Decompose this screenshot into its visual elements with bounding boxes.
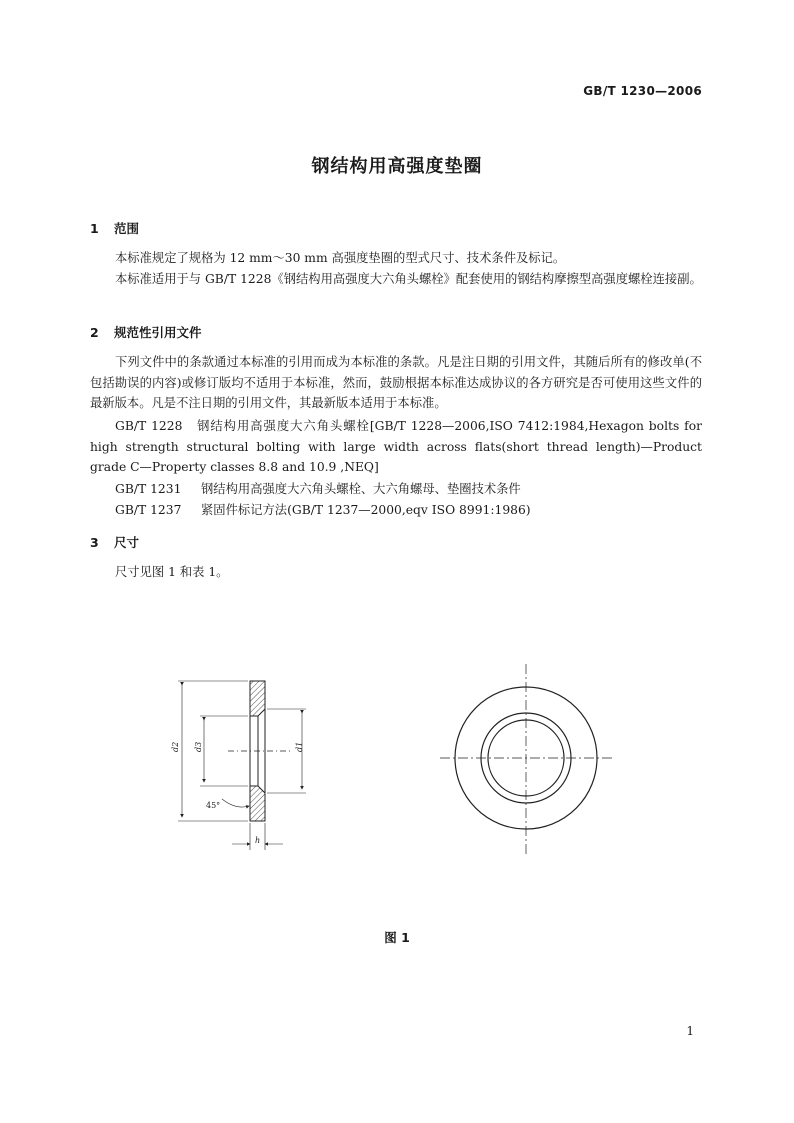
section-1-paragraph-2: 本标准适用于与 GB/T 1228《钢结构用高强度大六角头螺栓》配套使用的钢结构摩擦型高强度螺栓连接副。 xyxy=(115,272,702,286)
washer-drawing xyxy=(0,640,794,880)
h-label: h xyxy=(255,836,261,845)
document-title: 钢结构用高强度垫圈 xyxy=(311,156,483,177)
section-2-heading xyxy=(90,323,202,341)
standard-code: GB/T 1230—2006 xyxy=(583,84,702,98)
page-number: 1 xyxy=(686,1024,694,1038)
reference-gbt-1231 xyxy=(115,479,521,500)
section-3-number: 3 xyxy=(90,535,99,550)
reference-code: GB/T 1228 xyxy=(115,419,183,433)
section-1-paragraph-1: 本标准规定了规格为 12 mm～30 mm 高强度垫圈的型式尺寸、技术条件及标记。 xyxy=(115,251,566,265)
figure-caption: 图 1 xyxy=(384,930,410,945)
reference-gbt-1228 xyxy=(90,416,702,478)
top-section-hatch xyxy=(250,681,265,716)
d3-label: d3 xyxy=(194,741,203,752)
section-1-number: 1 xyxy=(90,221,99,236)
section-3-heading xyxy=(90,533,139,551)
angle-label: 45° xyxy=(206,801,221,810)
section-2-paragraph-1: 下列文件中的条款通过本标准的引用而成为本标准的条款。凡是注日期的引用文件，其随后所有的修改单(不包括勘误的内容)或修订版均不适用于本标准，然而，鼓励根据本标准达成协议的各方研究是否可使用这些文件的最新版本。凡是不注日期的引用文件，其最新版本适用于本标准。 xyxy=(90,355,702,410)
washer-side-section xyxy=(178,681,306,850)
reference-code: GB/T 1231 xyxy=(115,482,182,496)
reference-text: 钢结构用高强度大六角头螺栓、大六角螺母、垫圈技术条件 xyxy=(201,482,521,496)
section-2-number: 2 xyxy=(90,325,99,340)
section-1-title: 范围 xyxy=(114,221,140,236)
bottom-section-hatch xyxy=(250,786,265,821)
reference-text: 钢结构用高强度大六角头螺栓[GB/T 1228—2006,ISO 7412:1984,Hexagon bolts for high strength structural bolting with large width across flats(short thread length)—Product grade C—Property classes 8.8 and 10.9 ,NEQ] xyxy=(90,419,702,474)
d2-label: d2 xyxy=(171,741,180,752)
reference-code: GB/T 1237 xyxy=(115,503,182,517)
reference-gbt-1237 xyxy=(115,500,531,521)
reference-text: 紧固件标记方法(GB/T 1237—2000,eqv ISO 8991:1986) xyxy=(201,503,531,517)
section-1-heading xyxy=(90,219,139,237)
section-3-title: 尺寸 xyxy=(114,535,140,550)
washer-front-view xyxy=(440,664,612,854)
d1-label: d1 xyxy=(295,741,304,752)
section-2-title: 规范性引用文件 xyxy=(114,325,202,340)
section-3-paragraph-1: 尺寸见图 1 和表 1。 xyxy=(115,565,229,579)
